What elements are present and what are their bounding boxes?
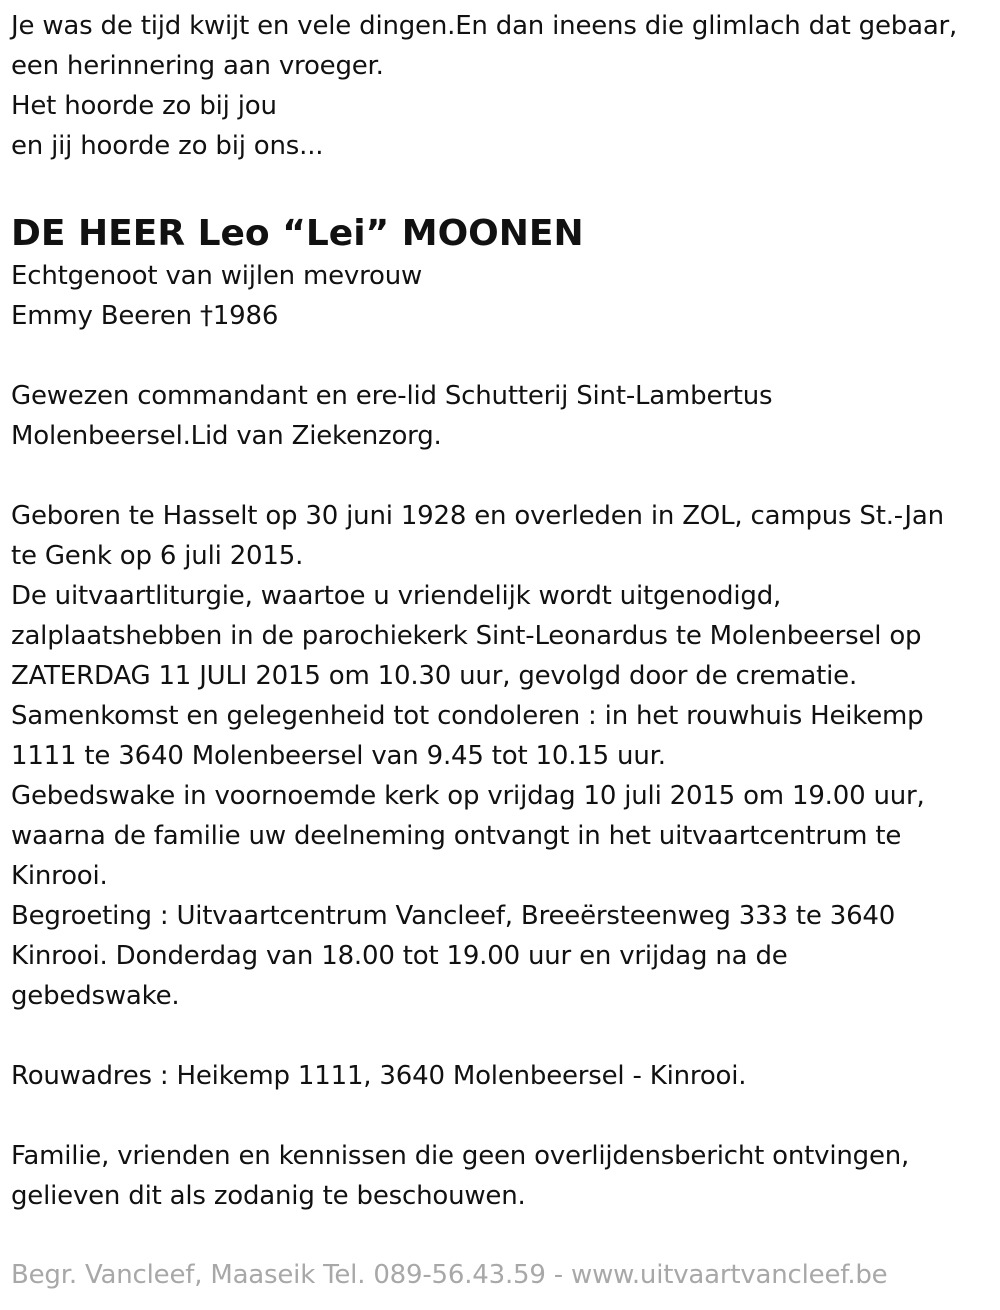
poem-line: Het hoorde zo bij jou [11,91,277,121]
details-line: zalplaatshebben in de parochiekerk Sint-Leonardus te Molenbeersel op [11,621,922,651]
notice-line: gelieven dit als zodanig te beschouwen. [11,1181,526,1211]
poem-line: een herinnering aan vroeger. [11,51,384,81]
details-line: Gebedswake in voornoemde kerk op vrijdag 10 juli 2015 om 19.00 uur, [11,781,925,811]
spouse-line: Echtgenoot van wijlen mevrouw [11,261,423,291]
spouse-name-line [11,296,996,336]
mourning-address: Rouwadres : Heikemp 1111, 3640 Molenbeersel - Kinrooi. [11,1061,747,1091]
details-line: Kinrooi. Donderdag van 18.00 tot 19.00 uur en vrijdag na de [11,941,788,971]
details-line: Kinrooi. [11,861,108,891]
spouse-name: Emmy Beeren [11,301,201,331]
notice-line: Familie, vrienden en kennissen die geen overlijdensbericht ontvingen, [11,1141,910,1171]
spacer [11,336,996,376]
funeral-home-footer: Begr. Vancleef, Maaseik Tel. 089-56.43.59 - www.uitvaartvancleef.be [11,1260,888,1290]
spacer [11,1096,996,1136]
cross-icon: † [200,301,213,331]
funeral-details [11,496,996,1016]
details-line: 1111 te 3640 Molenbeersel van 9.45 tot 10.15 uur. [11,741,666,771]
spacer [11,456,996,496]
spouse-death-year: 1986 [212,301,279,331]
details-line: Begroeting : Uitvaartcentrum Vancleef, Breeërsteenweg 333 te 3640 [11,901,896,931]
details-line: Samenkomst en gelegenheid tot condoleren : in het rouwhuis Heikemp [11,701,924,731]
details-line: De uitvaartliturgie, waartoe u vriendelijk wordt uitgenodigd, [11,581,782,611]
notice [11,1136,996,1216]
details-line: waarna de familie uw deelneming ontvangt in het uitvaartcentrum te [11,821,902,851]
obituary-notice [11,6,996,1216]
details-line: gebedswake. [11,981,180,1011]
functions-line: Molenbeersel.Lid van Ziekenzorg. [11,421,442,451]
spacer [11,1016,996,1056]
deceased-name: DE HEER Leo “Lei” MOONEN [11,213,584,254]
details-line: te Genk op 6 juli 2015. [11,541,304,571]
poem-line: en jij hoorde zo bij ons... [11,131,324,161]
poem [11,6,996,166]
details-line: ZATERDAG 11 JULI 2015 om 10.30 uur, gevolgd door de crematie. [11,661,858,691]
details-line: Geboren te Hasselt op 30 juni 1928 en overleden in ZOL, campus St.-Jan [11,501,944,531]
poem-line: Je was de tijd kwijt en vele dingen.En dan ineens die glimlach dat gebaar, [11,11,958,41]
functions-line: Gewezen commandant en ere-lid Schutterij Sint-Lambertus [11,381,773,411]
functions [11,376,996,456]
